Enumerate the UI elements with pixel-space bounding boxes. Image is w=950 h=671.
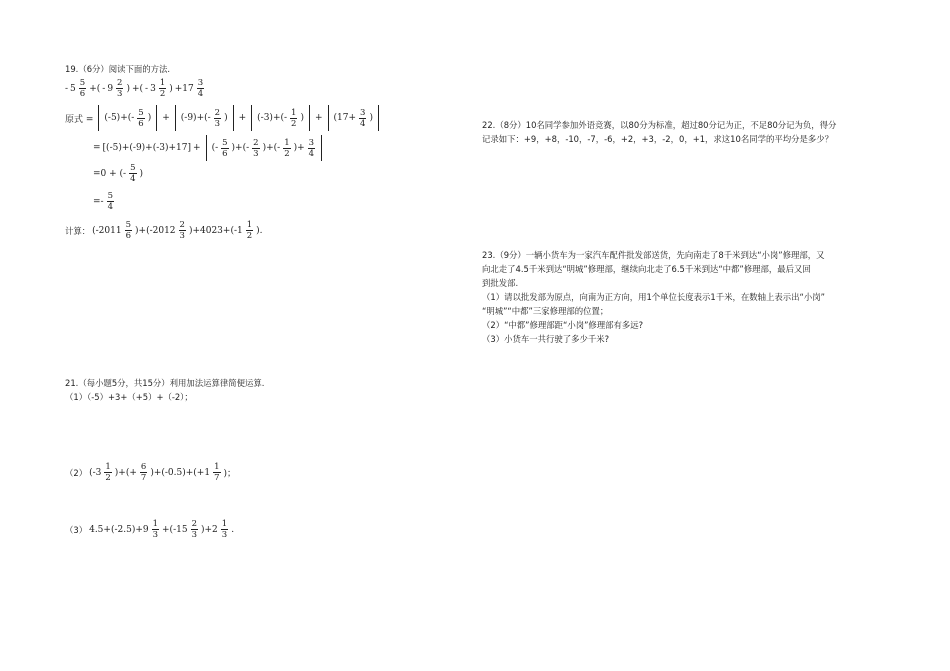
q19-calc: 计算： (-2011 $\frac{5}{6}$ )+(-2012 $\frac{2}{3}$ )+4023+(-1 $\frac{1}{2}$ ). xyxy=(65,220,263,241)
q19-expression: - 5 $\frac{5}{6}$ +( - 9 $\frac{2}{3}$ ) +( - 3 $\frac{1}{2}$ ) +17 $\frac{3}{4}$ xyxy=(65,78,204,99)
q19-step1: 原式 = (-5)+(- $\frac{5}{6}$ ) + (-9)+(- $\frac{2}{3}$ ) + (-3)+(- $\frac{1}{2}$ ) + (17+ $\frac{3}{4}$ ) xyxy=(65,105,382,131)
q19-a-int: 5 xyxy=(70,83,76,94)
q19-a-sign: - xyxy=(65,83,69,94)
q23-line2: 向北走了4.5千米到达“明城”修理部，继续向北走了6.5千米到达“中都”修理部，最后又回 xyxy=(482,264,811,274)
q21-part1: （1）（-5）+3+（+5）+（-2）； xyxy=(65,392,193,402)
q21-header: 21.（每小题5分，共15分）利用加法运算律简便运算. xyxy=(65,378,265,388)
q21-part3: （3） 4.5+(-2.5)+9 $\frac{1}{3}$ +(-15 $\frac{2}{3}$ )+2 $\frac{1}{3}$ . xyxy=(65,519,235,540)
q19-header: 19.（6分）阅读下面的方法. xyxy=(65,64,171,74)
q23-line4: （1）请以批发部为原点，向南为正方向，用1个单位长度表示1千米，在数轴上表示出“小岗” xyxy=(482,292,825,302)
q19-d-frac: $\frac{3}{4}$ xyxy=(197,78,204,99)
q19-a-frac: $\frac{5}{6}$ xyxy=(79,78,86,99)
q19-b-frac: $\frac{2}{3}$ xyxy=(117,78,123,99)
q23-line3: 到批发部. xyxy=(482,278,519,288)
q19-step4: =- $\frac{5}{4}$ xyxy=(93,191,114,212)
q19-step2: = [(-5)+(-9)+(-3)+17] + (- $\frac{5}{6}$ )+(- $\frac{2}{3}$ )+(- $\frac{1}{2}$ )+ $\frac{3}{4}$ xyxy=(93,135,325,161)
q22-line1: 22.（8分）10名同学参加外语竞赛，以80分为标准，超过80分记为正，不足80分记为负，得分 xyxy=(482,120,837,130)
q19-c-frac: $\frac{1}{2}$ xyxy=(159,78,166,99)
q23-line6: （2）“中都”修理部距“小岗”修理部有多远? xyxy=(482,320,644,330)
q19-step3: =0 + (- $\frac{5}{4}$ ) xyxy=(93,163,144,184)
q23-line7: （3）小货车一共行驶了多少千米? xyxy=(482,334,610,344)
q21-part2: （2） (-3 $\frac{1}{2}$ )+(+ $\frac{6}{7}$ )+(-0.5)+(+1 $\frac{1}{7}$ )； xyxy=(65,462,237,483)
q23-line5: “明城”“中都”三家修理部的位置； xyxy=(482,306,609,316)
q23-line1: 23.（9分）一辆小货车为一家汽车配件批发部送货，先向南走了8千米到达“小岗”修理部，又 xyxy=(482,250,825,260)
q22-line2: 记录如下：+9，+8，-10，-7，-6，+2，+3，-2，0，+1，求这10名同学的平均分是多少？ xyxy=(482,134,833,144)
